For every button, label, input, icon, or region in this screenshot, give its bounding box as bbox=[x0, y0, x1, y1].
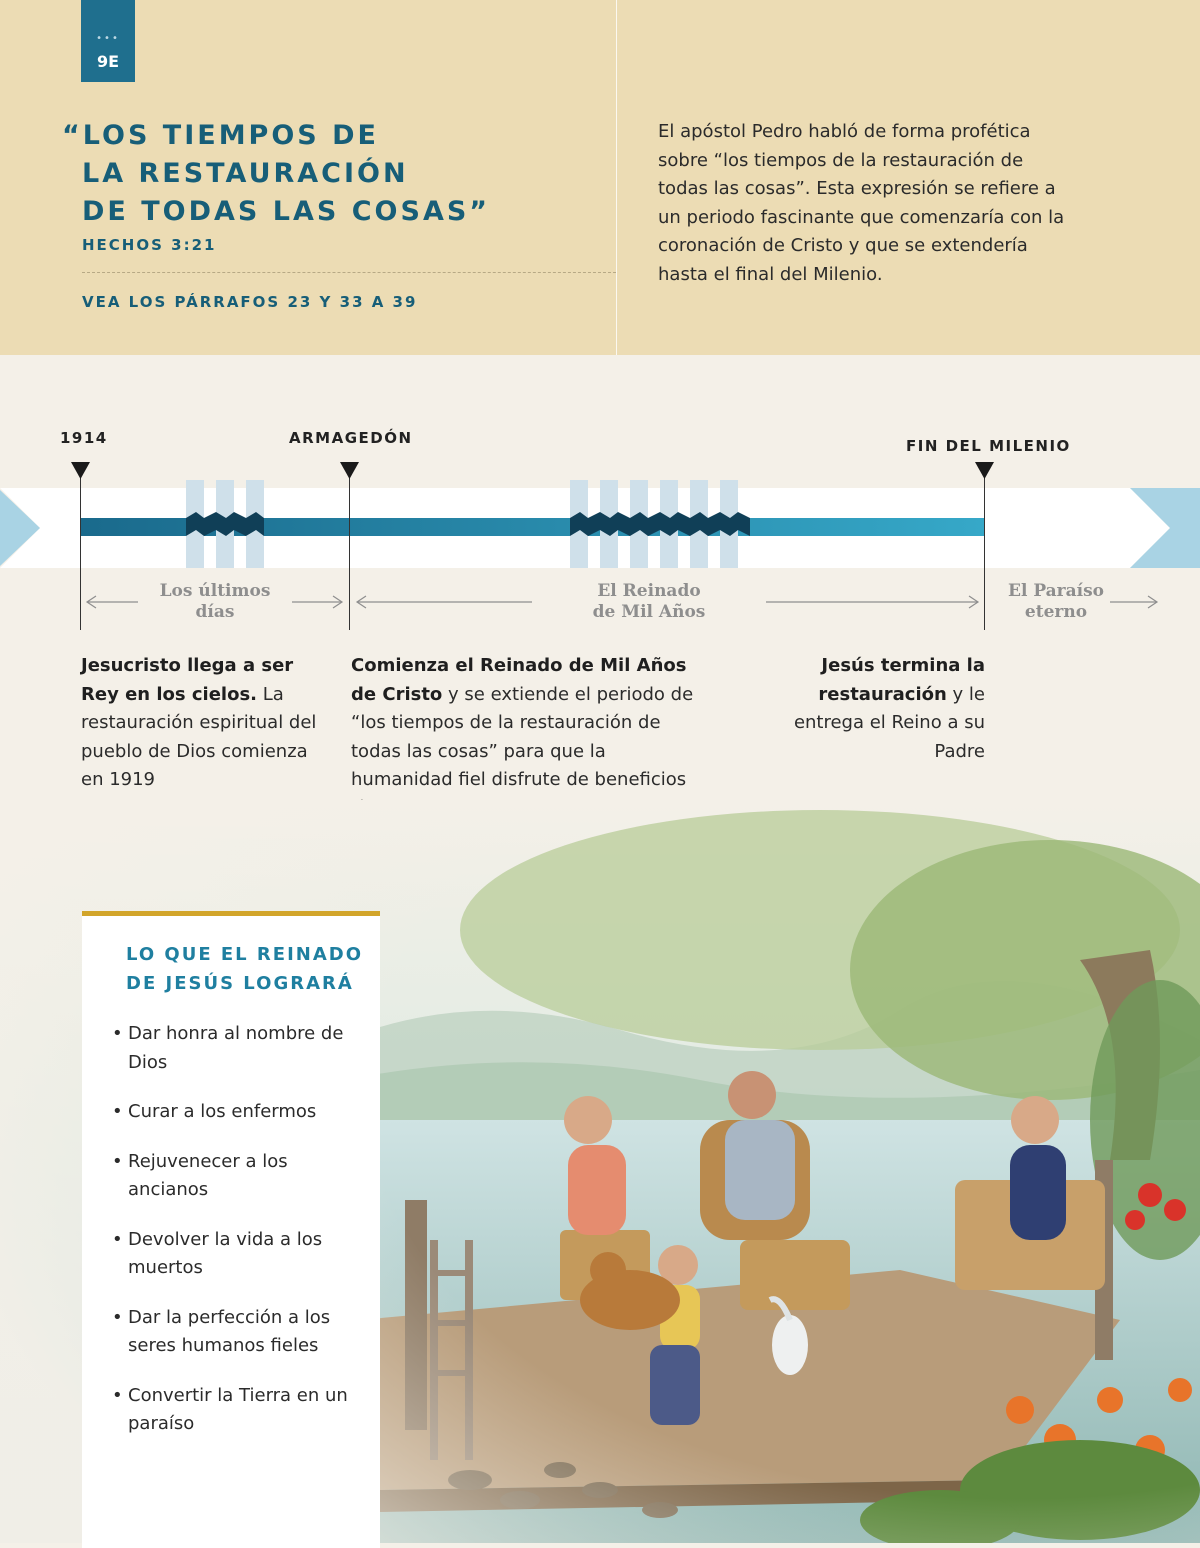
section-tab bbox=[81, 0, 135, 82]
box-title-line: DE JESÚS LOGRARÁ bbox=[126, 973, 354, 994]
period-caption-last-days bbox=[145, 581, 285, 623]
tab-dots: ••• bbox=[96, 33, 120, 44]
paragraph-references: VEA LOS PÁRRAFOS 23 Y 33 A 39 bbox=[82, 293, 418, 311]
list-item: • Dar honra al nombre de Dios bbox=[112, 1020, 362, 1077]
title-line: LA RESTAURACIÓN bbox=[82, 158, 409, 189]
period-caption-thousand-years bbox=[569, 581, 729, 623]
event-1914 bbox=[81, 652, 321, 795]
box-title bbox=[126, 940, 376, 998]
dashed-divider bbox=[82, 272, 616, 273]
intro-paragraph: El apóstol Pedro habló de forma profética sobre “los tiempos de la restauración de todas las cosas”. Esta expresión se refiere a un periodo fascinante que comenzaría con la coronación de Cristo y que se extendería hasta el final del Milenio. bbox=[658, 121, 1065, 285]
list-item: • Devolver la vida a los muertos bbox=[112, 1226, 362, 1283]
page-title bbox=[62, 117, 490, 231]
event-millennium-end bbox=[785, 652, 985, 766]
event-armageddon bbox=[351, 652, 701, 823]
period-caption-paradise bbox=[996, 581, 1116, 623]
event-heading: Comienza el Reinado de Mil Años de Cristo bbox=[351, 655, 687, 705]
marker-triangle-1914 bbox=[71, 462, 90, 479]
title-line: DE TODAS LAS COSAS” bbox=[82, 196, 491, 227]
marker-triangle-armageddon bbox=[340, 462, 359, 479]
list-item: • Rejuvenecer a los ancianos bbox=[112, 1148, 362, 1205]
marker-label-1914: 1914 bbox=[60, 429, 108, 447]
period-caption-line: El Paraíso bbox=[1007, 581, 1104, 601]
period-caption-line: días bbox=[195, 602, 235, 622]
box-title-line: LO QUE EL REINADO bbox=[126, 944, 364, 965]
header-divider bbox=[616, 0, 617, 355]
marker-label-armageddon: ARMAGEDÓN bbox=[289, 429, 413, 447]
list-item: • Convertir la Tierra en un paraíso bbox=[112, 1382, 362, 1439]
title-line: “LOS TIEMPOS DE bbox=[62, 120, 380, 151]
list-item: • Curar a los enfermos bbox=[112, 1098, 362, 1127]
tab-label: 9E bbox=[96, 52, 120, 71]
event-text: La restauración espiritual del pueblo de Dios comienza en 1919 bbox=[81, 683, 317, 790]
kingdom-achievements-box bbox=[82, 911, 380, 1548]
timeline bbox=[0, 400, 1200, 630]
marker-triangle-millennium-end bbox=[975, 462, 994, 479]
event-heading: Jesucristo llega a ser Rey en los cielos. bbox=[81, 655, 294, 705]
time-cut-left bbox=[186, 480, 264, 568]
event-heading: Jesús termina la restauración bbox=[818, 655, 985, 705]
event-text: y le entrega el Reino a su Padre bbox=[793, 683, 985, 762]
period-caption-line: Los últimos bbox=[159, 581, 271, 601]
period-caption-line: de Mil Años bbox=[592, 602, 706, 622]
scripture-reference: HECHOS 3:21 bbox=[82, 236, 217, 254]
period-caption-line: eterno bbox=[1024, 602, 1088, 622]
event-text: y se extiende el periodo de “los tiempos de la restauración de todas las cosas” para que la humanidad fiel disfrute de beneficios bbox=[351, 683, 694, 790]
list-item: • Dar la perfección a los seres humanos fieles bbox=[112, 1304, 362, 1361]
achievements-list bbox=[112, 1020, 362, 1460]
marker-label-millennium-end: FIN DEL MILENIO bbox=[906, 437, 1071, 455]
period-caption-line: El Reinado bbox=[597, 581, 701, 601]
